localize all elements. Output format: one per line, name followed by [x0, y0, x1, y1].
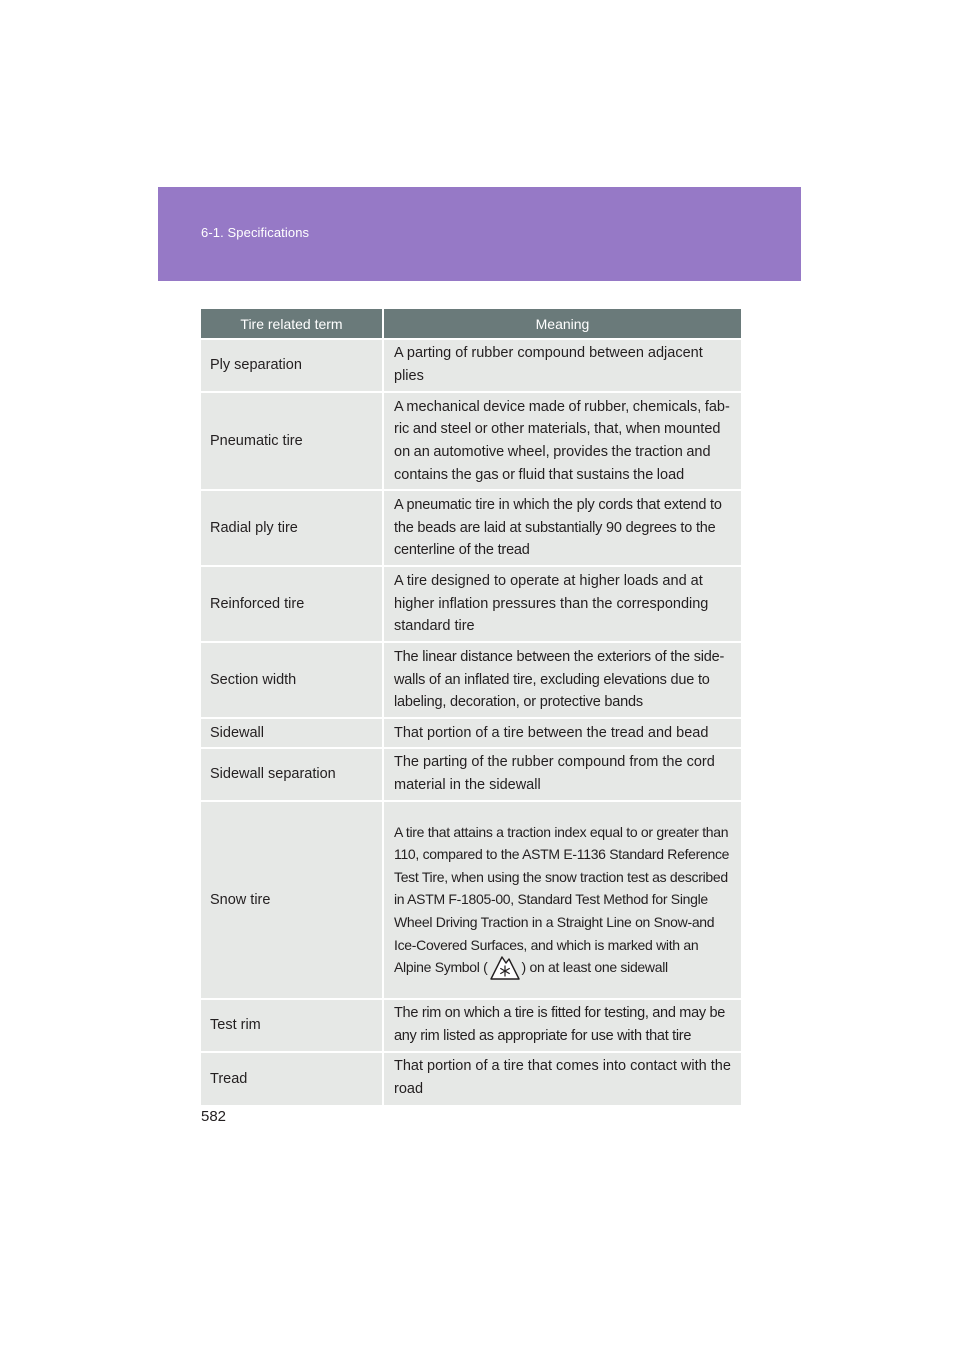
term-cell: Tread: [201, 1052, 383, 1105]
table-row: [201, 748, 741, 801]
alpine-snowflake-mountain-icon: [488, 951, 522, 981]
table-row: [201, 642, 741, 718]
term-cell: Radial ply tire: [201, 490, 383, 566]
term-cell: Snow tire: [201, 801, 383, 999]
table-row: [201, 1052, 741, 1105]
term-cell: Test rim: [201, 999, 383, 1052]
meaning-cell: A parting of rubber compound between adjacent plies: [383, 339, 741, 392]
term-cell: Ply separation: [201, 339, 383, 392]
table-row: [201, 566, 741, 642]
term-cell: Reinforced tire: [201, 566, 383, 642]
meaning-cell: [383, 801, 741, 999]
table-row: [201, 801, 741, 999]
tire-terms-table: [201, 309, 741, 1105]
meaning-cell: A pneumatic tire in which the ply cords that extend to the beads are laid at substantially 90 degrees to the centerline of the tread: [383, 490, 741, 566]
term-cell: Pneumatic tire: [201, 392, 383, 490]
column-header-term: Tire related term: [201, 309, 383, 339]
term-cell: Sidewall separation: [201, 748, 383, 801]
meaning-cell: A mechanical device made of rubber, chemicals, fab-ric and steel or other materials, that, when mounted on an automotive wheel, provides the traction and contains the gas or fluid that sustains the load: [383, 392, 741, 490]
meaning-cell: The rim on which a tire is fitted for testing, and may be any rim listed as appropriate for use with that tire: [383, 999, 741, 1052]
term-cell: Sidewall: [201, 718, 383, 748]
meaning-cell: A tire designed to operate at higher loads and at higher inflation pressures than the corresponding standard tire: [383, 566, 741, 642]
meaning-text: A tire that attains a traction index equal to or greater than 110, compared to the ASTM E-1136 Standard Reference Test Tire, when using the snow traction test as described in ASTM F-1805-00, Standard Test Method for Single Wheel Driving Traction in a Straight Line on Snow-and Ice-Covered Surfaces, and which is marked with an Alpine Symbol (: [394, 823, 730, 976]
column-header-meaning: Meaning: [383, 309, 741, 339]
table-row: [201, 999, 741, 1052]
table-row: [201, 339, 741, 392]
table-row: [201, 490, 741, 566]
table-row: [201, 718, 741, 748]
meaning-cell: The linear distance between the exteriors of the side-walls of an inflated tire, excluding elevations due to labeling, decoration, or protective bands: [383, 642, 741, 718]
chapter-header-band: [158, 187, 801, 281]
meaning-cell: The parting of the rubber compound from the cord material in the sidewall: [383, 748, 741, 801]
table-header-row: [201, 309, 741, 339]
meaning-cell: That portion of a tire that comes into contact with the road: [383, 1052, 741, 1105]
meaning-cell: That portion of a tire between the tread and bead: [383, 718, 741, 748]
page-number: 582: [201, 1108, 227, 1125]
term-cell: Section width: [201, 642, 383, 718]
meaning-text: ) on at least one sidewall: [521, 959, 668, 976]
section-title: 6-1. Specifications: [201, 225, 310, 240]
table-row: [201, 392, 741, 490]
